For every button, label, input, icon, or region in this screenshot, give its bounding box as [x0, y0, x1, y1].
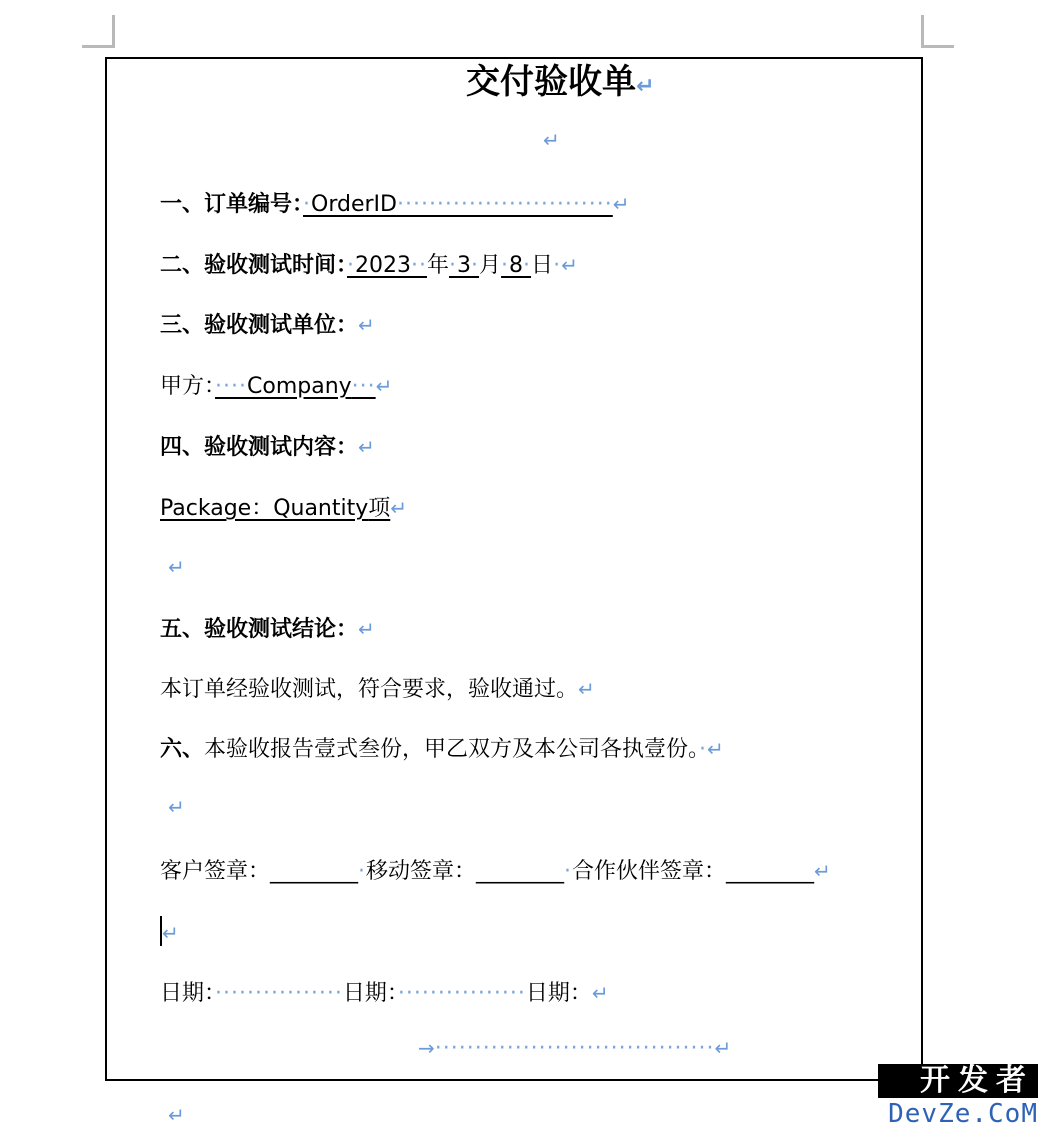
paragraph-mark: ↵	[168, 795, 185, 819]
test-time-line[interactable]: 二、验收测试时间：·2023··年·3·月·8·日·↵	[160, 253, 578, 278]
package-line[interactable]: Package：Quantity项↵	[160, 496, 408, 521]
paragraph-mark: ↵	[358, 313, 375, 337]
paragraph-mark: ↵	[814, 859, 831, 883]
crop-mark-top-left	[82, 15, 115, 48]
paragraph-mark: ↵	[168, 1103, 185, 1127]
paragraph-mark: ↵	[561, 253, 578, 277]
order-number-line[interactable]: 一、订单编号：·OrderID···························↵	[160, 192, 630, 217]
day-field[interactable]: 8	[509, 253, 524, 278]
conclusion-text[interactable]: 本订单经验收测试，符合要求，验收通过。↵	[160, 677, 595, 702]
paragraph-mark: ↵	[707, 737, 724, 761]
test-unit-line[interactable]: 三、验收测试单位：↵	[160, 313, 375, 338]
paragraph-mark: ↵	[162, 921, 179, 945]
partner-signature-field[interactable]: ________	[726, 859, 815, 884]
document-title[interactable]: 交付验收单↵	[466, 62, 655, 102]
order-id-field[interactable]: OrderID	[311, 192, 397, 217]
paragraph-mark: ↵	[358, 617, 375, 641]
paragraph-mark: ↵	[168, 555, 185, 579]
mobile-date-field[interactable]: ················	[397, 981, 526, 1006]
paragraph-mark: ↵	[591, 981, 609, 1005]
year-field[interactable]: 2023	[355, 253, 412, 278]
package-quantity-field[interactable]: Package：Quantity	[160, 496, 369, 521]
paragraph-mark: ↵	[578, 677, 595, 701]
site-watermark	[878, 1064, 1038, 1132]
mobile-signature-field[interactable]: ________	[476, 859, 565, 884]
crop-mark-top-right	[921, 15, 954, 48]
tab-leader-line: →···································↵	[418, 1036, 732, 1061]
paragraph-mark: ↵	[612, 192, 630, 216]
paragraph-mark: ↵	[714, 1036, 732, 1060]
paragraph-mark: ↵	[358, 435, 375, 459]
conclusion-line[interactable]: 五、验收测试结论：↵	[160, 617, 375, 642]
signature-line[interactable]: 客户签章：________·移动签章：________·合作伙伴签章：________↵	[160, 859, 831, 884]
paragraph-mark: ↵	[390, 496, 408, 520]
paragraph-mark: ↵	[543, 128, 560, 152]
date-line[interactable]: 日期：················日期：················日期：↵	[160, 981, 609, 1006]
party-a-line[interactable]: 甲方：····Company···↵	[160, 374, 393, 399]
watermark-bottom: DevZe.CoM	[888, 1099, 1038, 1129]
customer-signature-field[interactable]: ________	[270, 859, 359, 884]
copies-line[interactable]: 六、本验收报告壹式叁份，甲乙双方及本公司各执壹份。·↵	[160, 737, 724, 762]
test-content-line[interactable]: 四、验收测试内容：↵	[160, 435, 375, 460]
cursor-line[interactable]	[160, 916, 179, 949]
month-field[interactable]: 3	[457, 253, 472, 278]
watermark-top: 开发者	[878, 1064, 1038, 1098]
tab-mark: →	[418, 1036, 435, 1060]
paragraph-mark: ↵	[636, 74, 655, 99]
customer-date-field[interactable]: ················	[215, 981, 343, 1006]
company-field[interactable]: Company	[247, 374, 352, 399]
paragraph-mark: ↵	[375, 374, 393, 398]
